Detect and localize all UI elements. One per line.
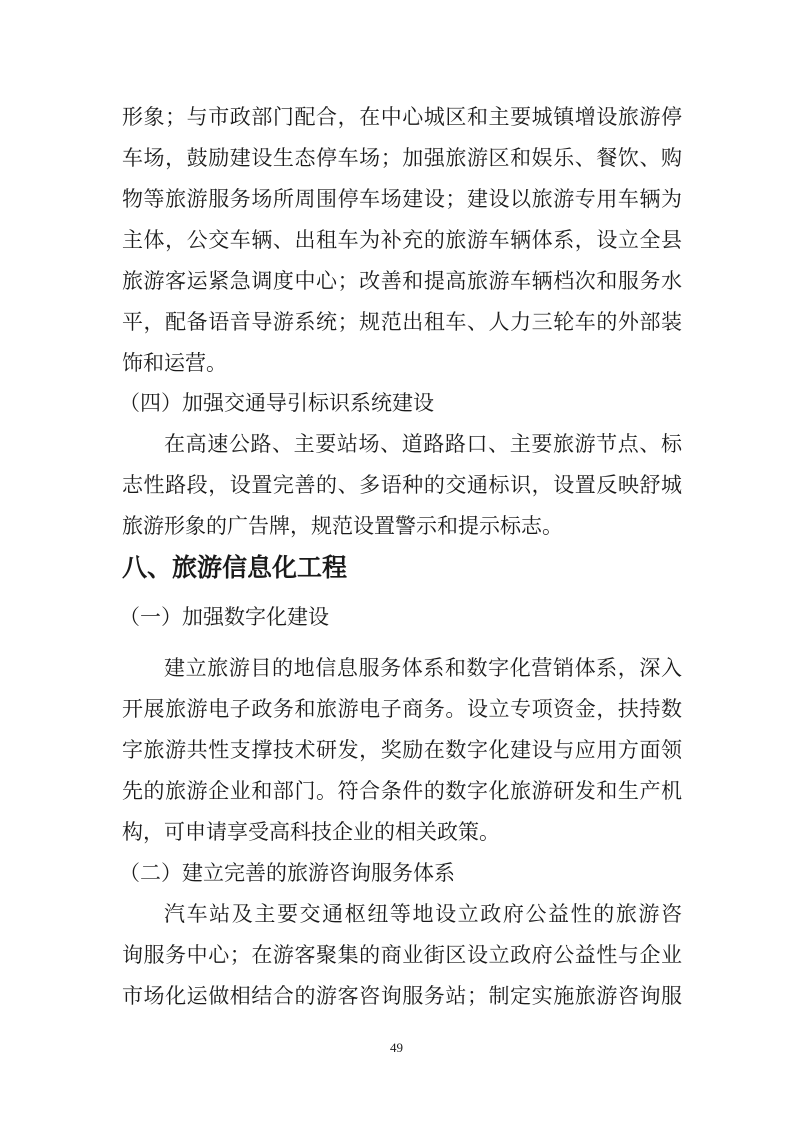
paragraph-line: 车场，鼓励建设生态停车场；加强旅游区和娱乐、餐饮、购 — [122, 146, 682, 170]
paragraph-line: 建立旅游目的地信息服务体系和数字化营销体系，深入 — [164, 656, 682, 680]
paragraph-line: 市场化运做相结合的游客咨询服务站；制定实施旅游咨询服 — [122, 984, 682, 1008]
paragraph-line: 开展旅游电子政务和旅游电子商务。设立专项资金，扶持数 — [122, 697, 682, 721]
paragraph-line: 汽车站及主要交通枢纽等地设立政府公益性的旅游咨 — [164, 902, 682, 926]
paragraph-line: 先的旅游企业和部门。符合条件的数字化旅游研发和生产机 — [122, 779, 682, 803]
subheading: （二）建立完善的旅游咨询服务体系 — [119, 861, 455, 885]
paragraph-line: 平，配备语音导游系统；规范出租车、人力三轮车的外部装 — [122, 310, 682, 334]
paragraph-line: 主体，公交车辆、出租车为补充的旅游车辆体系，设立全县 — [122, 228, 682, 252]
paragraph-line: 字旅游共性支撑技术研发，奖励在数字化建设与应用方面领 — [122, 738, 682, 762]
paragraph-line: 旅游客运紧急调度中心；改善和提高旅游车辆档次和服务水 — [122, 269, 682, 293]
paragraph-line: 询服务中心；在游客聚集的商业街区设立政府公益性与企业 — [122, 943, 682, 967]
page-number: 49 — [390, 1040, 403, 1055]
section-heading: 八、旅游信息化工程 — [122, 553, 348, 582]
paragraph-line: 构，可申请享受高科技企业的相关政策。 — [122, 820, 500, 844]
paragraph-line: 物等旅游服务场所周围停车场建设；建设以旅游专用车辆为 — [122, 187, 682, 211]
paragraph-line: 在高速公路、主要站场、道路路口、主要旅游节点、标 — [164, 432, 682, 456]
paragraph-line: 饰和运营。 — [122, 351, 227, 375]
paragraph-line: 旅游形象的广告牌，规范设置警示和提示标志。 — [122, 514, 563, 538]
subheading: （四）加强交通导引标识系统建设 — [119, 391, 434, 415]
subheading: （一）加强数字化建设 — [119, 605, 329, 629]
paragraph-line: 形象；与市政部门配合，在中心城区和主要城镇增设旅游停 — [122, 105, 682, 129]
paragraph-line: 志性路段，设置完善的、多语种的交通标识，设置反映舒城 — [122, 473, 682, 497]
